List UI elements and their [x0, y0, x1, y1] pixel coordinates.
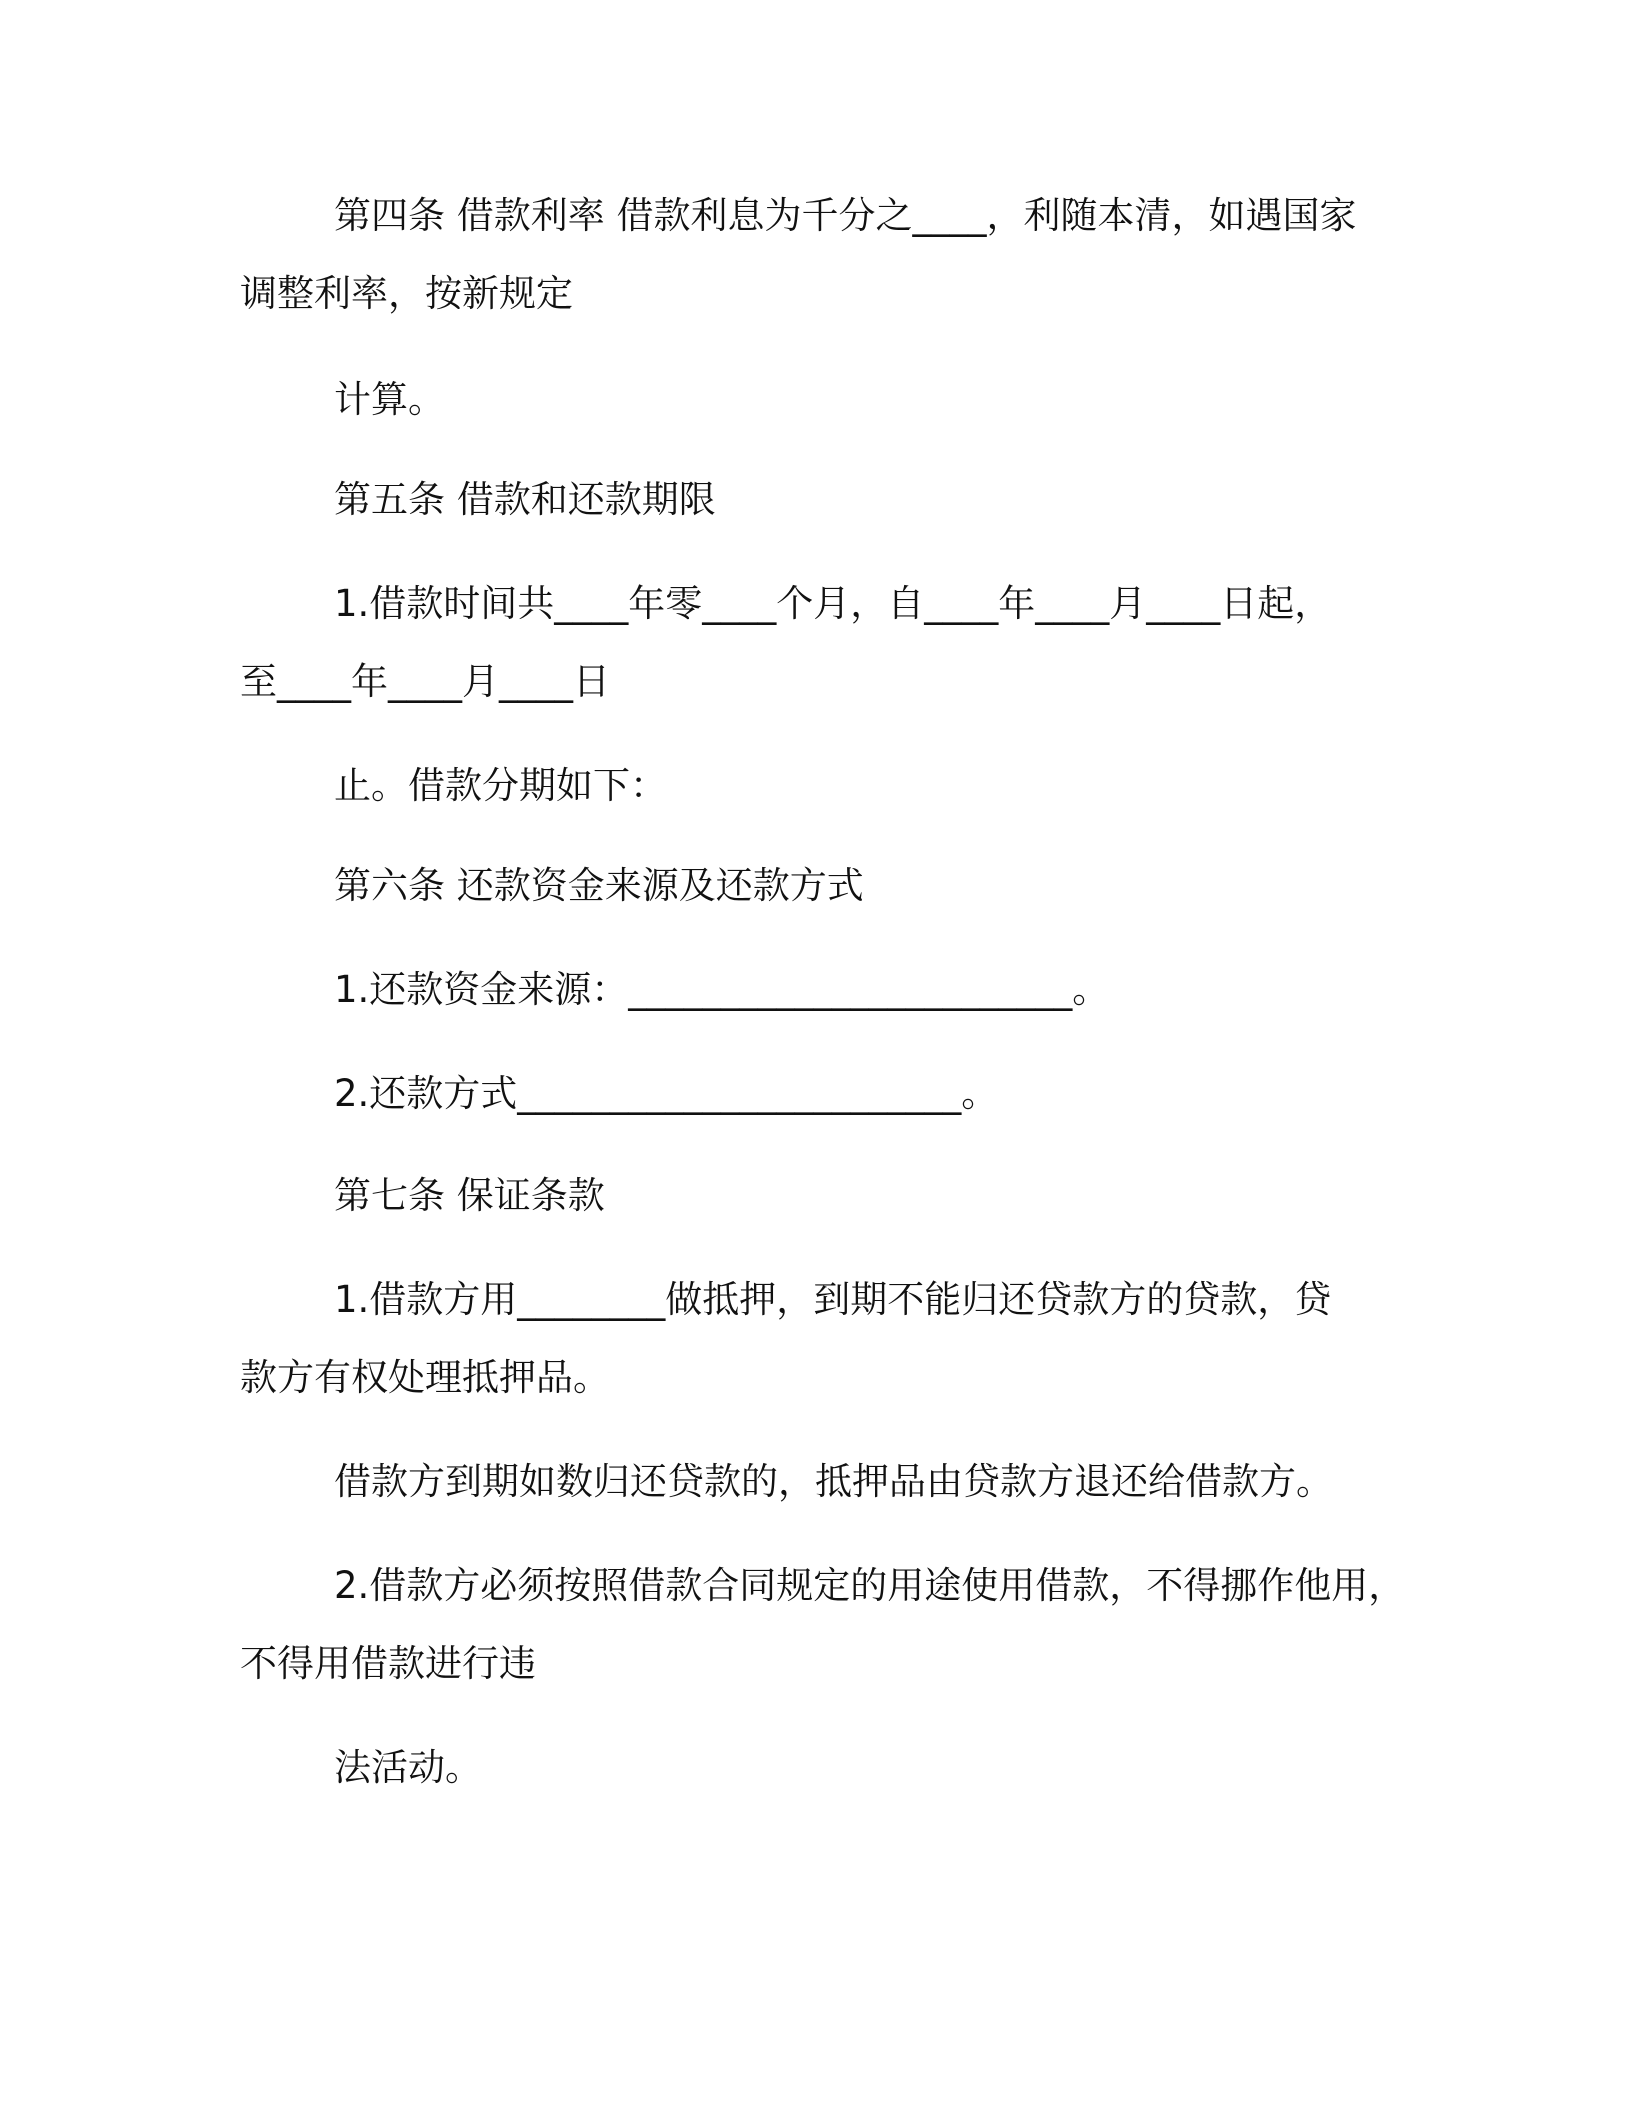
article-4-line-1: 第四条 借款利率 借款利息为千分之____，利随本清，如遇国家 [334, 194, 1357, 237]
article-4-line-3: 计算。 [334, 378, 445, 421]
article-7-item-1-line-3: 借款方到期如数归还贷款的，抵押品由贷款方退还给借款方。 [334, 1460, 1333, 1503]
article-6-heading: 第六条 还款资金来源及还款方式 [334, 864, 864, 907]
article-7-item-2-line-3: 法活动。 [334, 1746, 482, 1789]
article-7-item-1-line-1: 1.借款方用________做抵押，到期不能归还贷款方的贷款，贷 [334, 1278, 1332, 1321]
article-7-item-1-line-2: 款方有权处理抵押品。 [240, 1356, 610, 1399]
article-6-item-1: 1.还款资金来源：________________________。 [334, 968, 1110, 1011]
article-7-item-2-line-1: 2.借款方必须按照借款合同规定的用途使用借款，不得挪作他用， [334, 1564, 1406, 1607]
article-5-item-1-line-2: 至____年____月____日 [240, 660, 610, 703]
article-6-item-2: 2.还款方式________________________。 [334, 1072, 999, 1115]
article-4-line-2: 调整利率，按新规定 [240, 272, 573, 315]
article-5-heading: 第五条 借款和还款期限 [334, 478, 716, 521]
article-7-heading: 第七条 保证条款 [334, 1174, 605, 1217]
article-7-item-2-line-2: 不得用借款进行违 [240, 1642, 536, 1685]
article-5-item-1-line-1: 1.借款时间共____年零____个月，自____年____月____日起， [334, 582, 1332, 625]
article-5-item-1-line-3: 止。借款分期如下： [334, 764, 667, 807]
